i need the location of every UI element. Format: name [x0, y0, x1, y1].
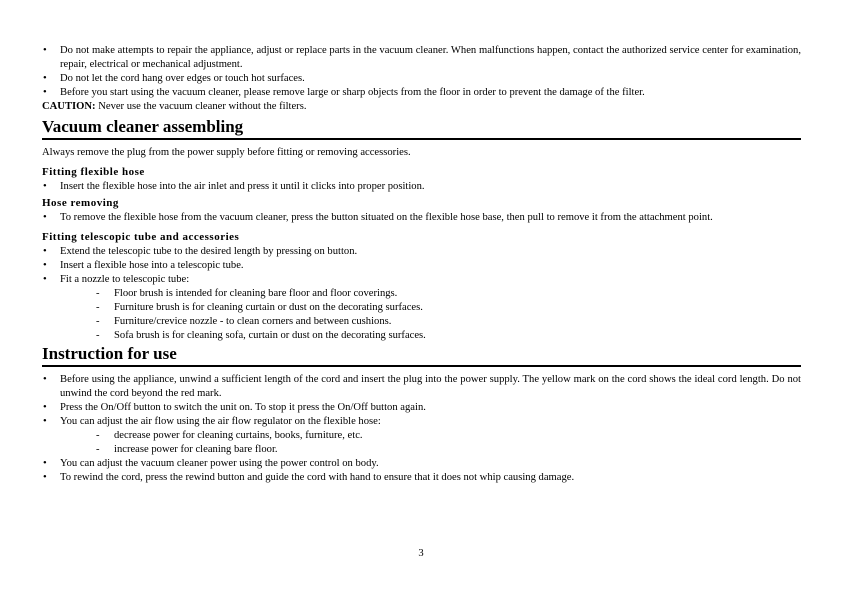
caution-note	[42, 100, 801, 114]
list-item: - increase power for cleaning bare floor.	[42, 443, 801, 457]
list-item: - Floor brush is intended for cleaning bare floor and floor coverings.	[42, 287, 801, 301]
list-item: • Before using the appliance, unwind a sufficient length of the cord and insert the plug into the power supply. The yellow mark on the cord shows the ideal cord length. Do not unwind the cord beyond the red mark.	[42, 373, 801, 401]
hose-removing-list	[42, 211, 801, 225]
fitting-hose-list	[42, 180, 801, 194]
section-heading-assembling: Vacuum cleaner assembling	[42, 117, 801, 140]
list-item: • Do not make attempts to repair the appliance, adjust or replace parts in the vacuum cleaner. When malfunctions happen, contact the authorized service center for examination, repair, electrical or mechanical adjustment.	[42, 44, 801, 72]
section-heading-instruction: Instruction for use	[42, 344, 801, 367]
list-item: - decrease power for cleaning curtains, books, furniture, etc.	[42, 429, 801, 443]
instruction-list	[42, 373, 801, 429]
subheading-hose-removing: Hose removing	[42, 197, 119, 209]
list-item: • Insert a flexible hose into a telescopic tube.	[42, 259, 801, 273]
list-item: - Furniture brush is for cleaning curtain or dust on the decorating surfaces.	[42, 301, 801, 315]
list-item: • You can adjust the vacuum cleaner power using the power control on body.	[42, 457, 801, 471]
list-item: - Furniture/crevice nozzle - to clean corners and between cushions.	[42, 315, 801, 329]
safety-list	[42, 44, 801, 100]
subheading-fitting-hose: Fitting flexible hose	[42, 166, 145, 178]
manual-page	[42, 44, 801, 485]
list-item: • You can adjust the air flow using the air flow regulator on the flexible hose:	[42, 415, 801, 429]
telescopic-list	[42, 245, 801, 287]
list-item: • To remove the flexible hose from the vacuum cleaner, press the button situated on the flexible hose base, then pull to remove it from the attachment point.	[42, 211, 801, 225]
list-item: • Press the On/Off button to switch the unit on. To stop it press the On/Off button again.	[42, 401, 801, 415]
list-item: - Sofa brush is for cleaning sofa, curtain or dust on the decorating surfaces.	[42, 329, 801, 343]
instruction-list-continued	[42, 457, 801, 485]
list-item: • Before you start using the vacuum cleaner, please remove large or sharp objects from the floor in order to prevent the damage of the filter.	[42, 86, 801, 100]
page-number: 3	[418, 548, 424, 559]
list-item: • Insert the flexible hose into the air inlet and press it until it clicks into proper position.	[42, 180, 801, 194]
list-item: • Extend the telescopic tube to the desired length by pressing on button.	[42, 245, 801, 259]
caution-label: CAUTION:	[42, 101, 96, 112]
list-item: • Fit a nozzle to telescopic tube:	[42, 273, 801, 287]
assembling-intro: Always remove the plug from the power supply before fitting or removing accessories.	[42, 147, 411, 158]
nozzle-list	[42, 287, 801, 343]
list-item: • To rewind the cord, press the rewind button and guide the cord with hand to ensure that it does not whip causing damage.	[42, 471, 801, 485]
caution-text: Never use the vacuum cleaner without the filters.	[95, 101, 307, 112]
list-item: • Do not let the cord hang over edges or touch hot surfaces.	[42, 72, 801, 86]
subheading-telescopic: Fitting telescopic tube and accessories	[42, 231, 240, 243]
airflow-options-list	[42, 429, 801, 457]
